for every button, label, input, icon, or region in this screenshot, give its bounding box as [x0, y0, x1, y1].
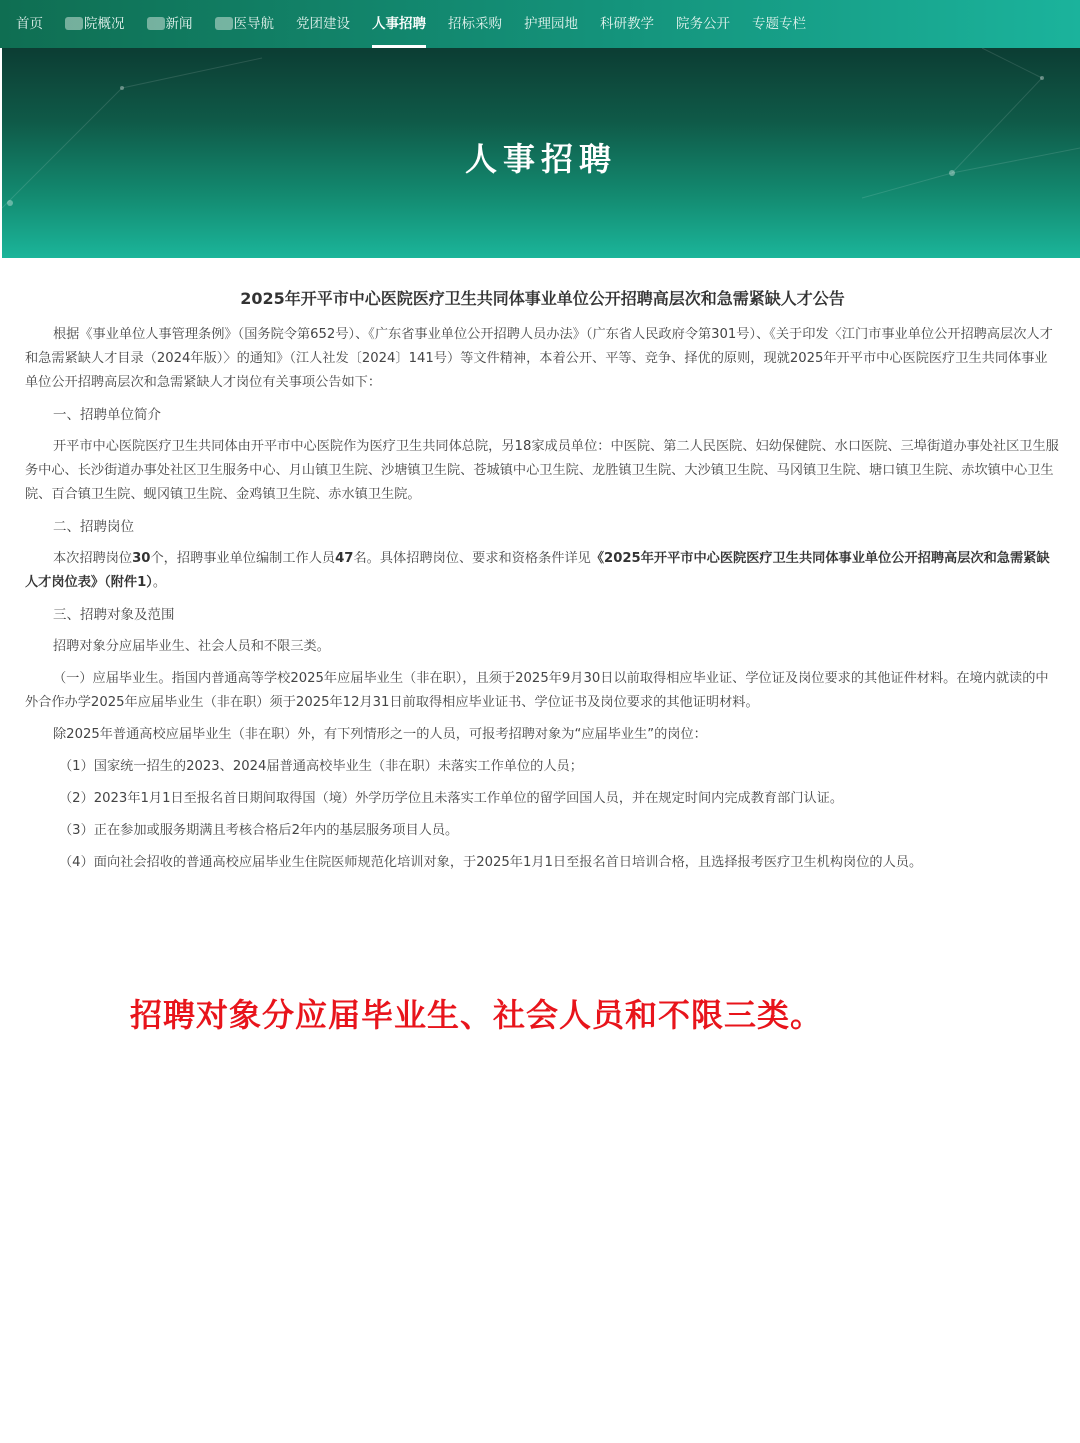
section-3-text: 招聘对象分应届毕业生、社会人员和不限三类。: [53, 639, 330, 654]
section-1-text: 开平市中心医院医疗卫生共同体由开平市中心医院作为医疗卫生共同体总院，另18家成员单位：中医院、第二人民医院、妇幼保健院、水口医院、三埠街道办事处社区卫生服务中心、长沙街道办事处社区卫生服务中心、月山镇卫生院、沙塘镇卫生院、苍城镇中心卫生院、龙胜镇卫生院、大沙镇卫生院、马冈镇卫生院、塘口镇卫生院、赤坎镇中心卫生院、百合镇卫生院、蚬冈镇卫生院、金鸡镇卫生院、赤水镇卫生院。: [25, 439, 1059, 502]
list-item: （2）2023年1月1日至报名首日期间取得国（境）外学历学位且未落实工作单位的留学回国人员，并在规定时间内完成教育部门认证。: [59, 791, 844, 806]
blurred-text: [215, 17, 233, 30]
nav-item-hospital-overview[interactable]: 院概况: [57, 0, 133, 48]
section-2-text: 本次招聘岗位30个，招聘事业单位编制工作人员47名。具体招聘岗位、要求和资格条件详见《2025年开平市中心医院医疗卫生共同体事业单位公开招聘高层次和急需紧缺人才岗位表》（附件1）。: [25, 551, 1050, 590]
nav-item-recruitment[interactable]: 人事招聘: [364, 0, 434, 48]
attachment-link[interactable]: 《2025年开平市中心医院医疗卫生共同体事业单位公开招聘高层次和急需紧缺人才岗位表》（附件1）: [25, 551, 1050, 590]
nav-item-news[interactable]: 新闻: [139, 0, 201, 48]
nav-item-research[interactable]: 科研教学: [600, 16, 654, 32]
intro-paragraph: 根据《事业单位人事管理条例》（国务院令第652号）、《广东省事业单位公开招聘人员办法》（广东省人民政府令第301号）、《关于印发〈江门市事业单位公开招聘高层次人才和急需紧缺人才目录（2024年版）〉的通知》（江人社发〔2024〕141号）等文件精神，本着公开、平等、竞争、择优的原则，现就2025年开平市中心医院医疗卫生共同体事业单位公开招聘高层次和急需紧缺人才岗位有关事项公告如下：: [25, 327, 1053, 390]
list-item: （4）面向社会招收的普通高校应届毕业生住院医师规范化培训对象，于2025年1月1日至报名首日培训合格，且选择报考医疗卫生机构岗位的人员。: [59, 855, 923, 870]
nav-item-party[interactable]: 党团建设: [296, 16, 350, 32]
article-content: [0, 258, 1080, 875]
nav-item-nursing[interactable]: 护理园地: [524, 16, 578, 32]
nav-item-procurement[interactable]: 招标采购: [448, 16, 502, 32]
section-3-sub2: 除2025年普通高校应届毕业生（非在职）外，有下列情形之一的人员，可报考招聘对象为“应届毕业生”的岗位：: [53, 727, 707, 742]
nav-item-guide[interactable]: 医导航: [207, 0, 283, 48]
nav-item-topics[interactable]: 专题专栏: [752, 16, 806, 32]
article-title: 2025年开平市中心医院医疗卫生共同体事业单位公开招聘高层次和急需紧缺人才公告: [240, 289, 845, 308]
page-banner: [2, 48, 1080, 258]
list-item: （1）国家统一招生的2023、2024届普通高校毕业生（非在职）未落实工作单位的人员；: [59, 759, 583, 774]
section-heading-3: 三、招聘对象及范围: [53, 607, 175, 623]
list-item: （3）正在参加或服务期满且考核合格后2年内的基层服务项目人员。: [59, 823, 459, 838]
top-navbar: [0, 0, 1080, 48]
blurred-text: [65, 17, 83, 30]
blurred-text: [147, 17, 165, 30]
red-callout-text: 招聘对象分应届毕业生、社会人员和不限三类。: [130, 996, 824, 1034]
section-heading-2: 二、招聘岗位: [53, 519, 134, 535]
section-3-sub1: （一）应届毕业生。指国内普通高等学校2025年应届毕业生（非在职），且须于2025年9月30日以前取得相应毕业证、学位证及岗位要求的其他证件材料。在境内就读的中外合作办学2025年应届毕业生（非在职）须于2025年12月31日前取得相应毕业证书、学位证书及岗位要求的其他证明材料。: [25, 671, 1049, 710]
nav-item-home[interactable]: 首页: [16, 16, 43, 32]
banner-title: 人事招聘: [464, 140, 617, 178]
section-heading-1: 一、招聘单位简介: [53, 407, 161, 423]
nav-item-affairs[interactable]: 院务公开: [676, 16, 730, 32]
